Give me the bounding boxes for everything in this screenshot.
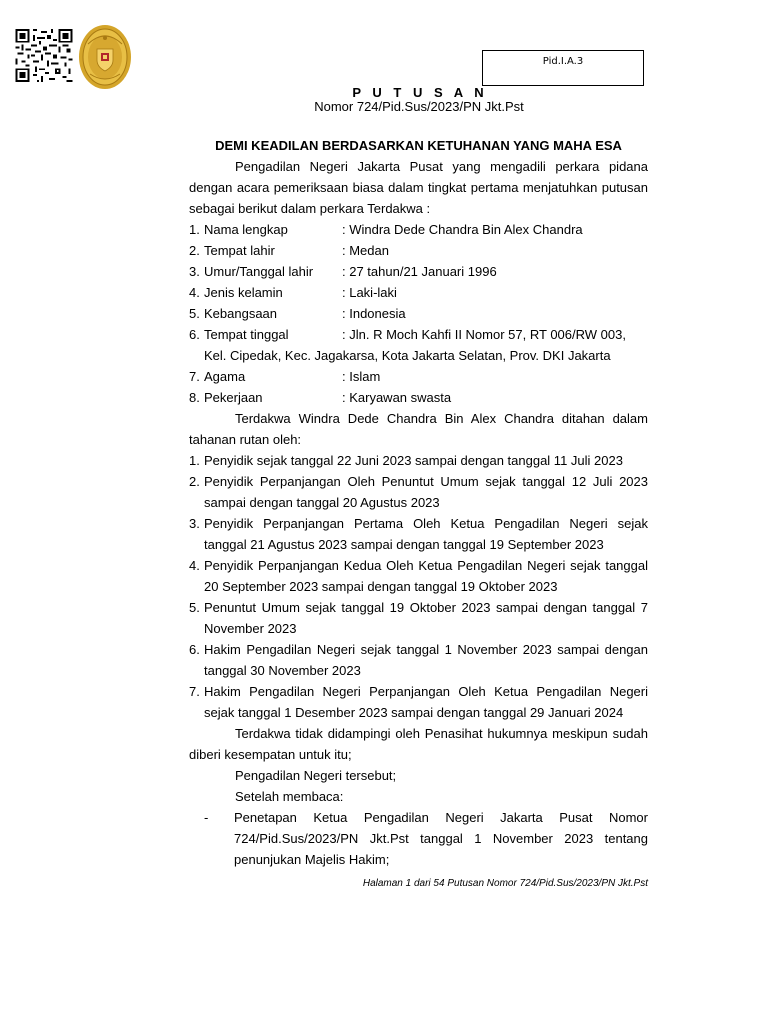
identity-num: 6. <box>189 327 200 342</box>
document-number: Nomor 724/Pid.Sus/2023/PN Jkt.Pst <box>314 99 524 114</box>
detention-num: 1. <box>189 453 200 468</box>
identity-value: : Indonesia <box>342 306 406 321</box>
identity-num: 3. <box>189 264 200 279</box>
detention-item <box>189 681 648 723</box>
identity-value: : 27 tahun/21 Januari 1996 <box>342 264 497 279</box>
detention-num: 4. <box>189 558 200 573</box>
identity-key: Nama lengkap <box>204 222 288 237</box>
identity-value: : Karyawan swasta <box>342 390 452 405</box>
identity-row <box>189 366 648 387</box>
identity-row <box>189 219 648 240</box>
identity-value: : Laki-laki <box>342 285 397 300</box>
reading-dash: - <box>204 810 209 825</box>
document-heading: DEMI KEADILAN BERDASARKAN KETUHANAN YANG MAHA ESA <box>215 138 622 153</box>
identity-num: 8. <box>189 390 200 405</box>
identity-num: 5. <box>189 306 200 321</box>
detention-item <box>189 597 648 639</box>
identity-num: 2. <box>189 243 200 258</box>
identity-key: Umur/Tanggal lahir <box>204 264 314 279</box>
detention-num: 6. <box>189 642 200 657</box>
identity-list <box>189 219 648 408</box>
detention-text: Penyidik Perpanjangan Kedua Oleh Ketua Pengadilan Negeri sejak tanggal 20 September 2023 sampai dengan tanggal 19 Oktober 2023 <box>204 558 648 594</box>
mahkamah-agung-emblem-icon <box>78 24 132 90</box>
detention-item <box>189 639 648 681</box>
detention-text: Penyidik Perpanjangan Pertama Oleh Ketua Pengadilan Negeri sejak tanggal 21 Agustus 2023 sampai dengan tanggal 19 September 2023 <box>204 516 648 552</box>
detention-num: 7. <box>189 684 200 699</box>
identity-key: Kebangsaan <box>204 306 278 321</box>
identity-key: Pekerjaan <box>204 390 263 405</box>
detention-list <box>189 450 648 723</box>
detention-item <box>189 450 648 471</box>
identity-row <box>189 240 648 261</box>
detention-num: 3. <box>189 516 200 531</box>
identity-key: Agama <box>204 369 246 384</box>
counsel-paragraph: Terdakwa tidak didampingi oleh Penasihat hukumnya meskipun sudah diberi kesempatan untuk itu; <box>189 726 648 762</box>
form-code-box <box>482 50 644 86</box>
reading-text: Penetapan Ketua Pengadilan Negeri Jakarta Pusat Nomor 724/Pid.Sus/2023/PN Jkt.Pst tanggal 1 November 2023 tentang penunjukan Majelis Hakim; <box>234 810 648 867</box>
detention-text: Hakim Pengadilan Negeri Perpanjangan Oleh Ketua Pengadilan Negeri sejak tanggal 1 Desember 2023 sampai dengan tanggal 29 Januari 2024 <box>204 684 648 720</box>
intro-paragraph: Pengadilan Negeri Jakarta Pusat yang mengadili perkara pidana dengan acara pemeriksaan biasa dalam tingkat pertama menjatuhkan putusan sebagai berikut dalam perkara Terdakwa : <box>189 159 648 216</box>
document-body <box>189 135 648 870</box>
detention-item <box>189 513 648 555</box>
identity-key: Tempat lahir <box>204 243 275 258</box>
identity-num: 7. <box>189 369 200 384</box>
detention-text: Penuntut Umum sejak tanggal 19 Oktober 2023 sampai dengan tanggal 7 November 2023 <box>204 600 648 636</box>
detention-text: Penyidik Perpanjangan Oleh Penuntut Umum sejak tanggal 12 Juli 2023 sampai dengan tanggal 20 Agustus 2023 <box>204 474 648 510</box>
identity-value: : Islam <box>342 369 381 384</box>
page-footer: Halaman 1 dari 54 Putusan Nomor 724/Pid.Sus/2023/PN Jkt.Pst <box>362 878 648 889</box>
identity-row <box>189 387 648 408</box>
identity-value: : Medan <box>342 243 389 258</box>
identity-key: Jenis kelamin <box>204 285 283 300</box>
detention-intro: Terdakwa Windra Dede Chandra Bin Alex Chandra ditahan dalam tahanan rutan oleh: <box>189 411 648 447</box>
identity-value: : Jln. R Moch Kahfi II Nomor 57, RT 006/RW 003, <box>342 327 626 342</box>
identity-num: 1. <box>189 222 200 237</box>
identity-row <box>189 303 648 324</box>
identity-row <box>189 324 648 345</box>
court-line: Pengadilan Negeri tersebut; <box>235 768 397 783</box>
identity-key: Tempat tinggal <box>204 327 289 342</box>
detention-item <box>189 471 648 513</box>
form-code: Pid.I.A.3 <box>542 56 584 67</box>
identity-row <box>189 261 648 282</box>
qr-code-icon <box>15 29 73 82</box>
identity-row <box>189 282 648 303</box>
identity-address-continuation: Kel. Cipedak, Kec. Jagakarsa, Kota Jakarta Selatan, Prov. DKI Jakarta <box>204 348 611 363</box>
reading-item <box>189 807 648 870</box>
after-reading-line: Setelah membaca: <box>235 789 344 804</box>
detention-item <box>189 555 648 597</box>
detention-num: 5. <box>189 600 200 615</box>
identity-num: 4. <box>189 285 200 300</box>
detention-text: Hakim Pengadilan Negeri sejak tanggal 1 November 2023 sampai dengan tanggal 30 November 2023 <box>204 642 648 678</box>
document-title: P U T U S A N <box>352 85 488 100</box>
identity-value: : Windra Dede Chandra Bin Alex Chandra <box>342 222 583 237</box>
detention-num: 2. <box>189 474 200 489</box>
detention-text: Penyidik sejak tanggal 22 Juni 2023 sampai dengan tanggal 11 Juli 2023 <box>204 453 623 468</box>
